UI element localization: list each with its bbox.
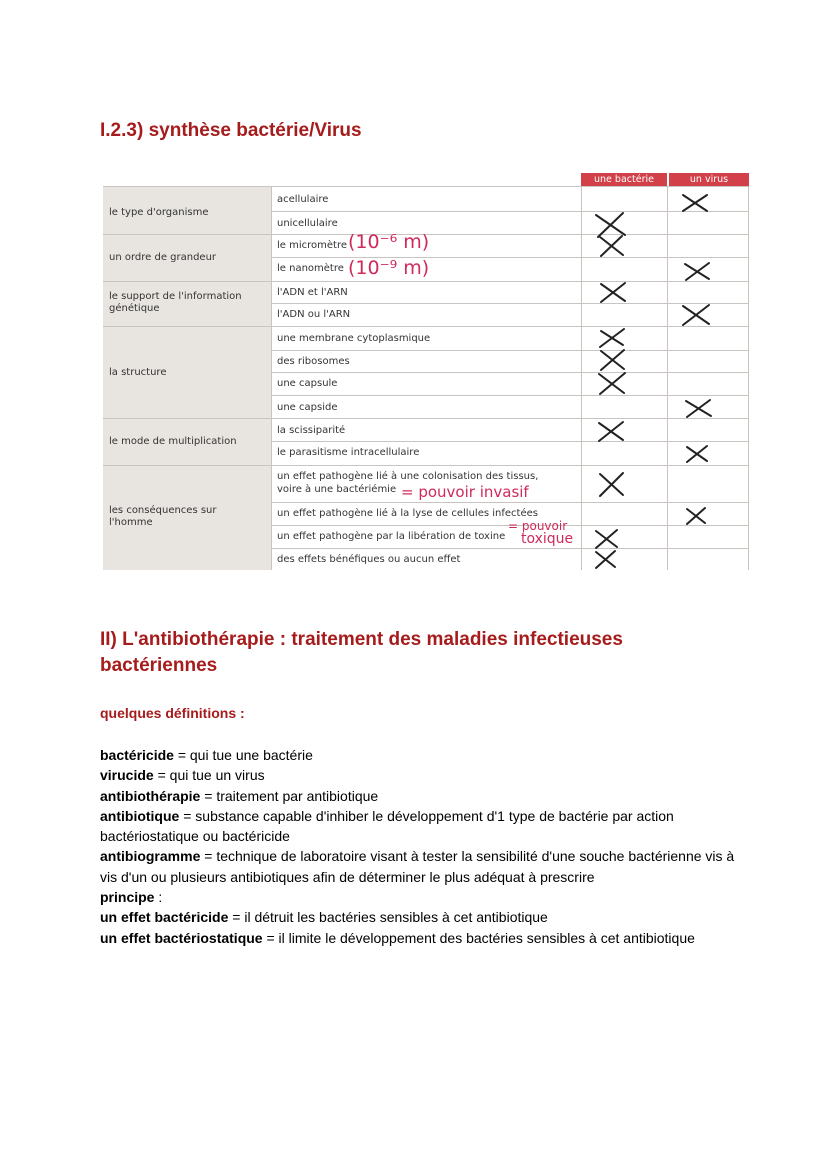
definition-term: un effet bactéricide xyxy=(100,909,229,926)
category-size: un ordre de grandeur xyxy=(109,252,217,263)
row-benefiques: des effets bénéfiques ou aucun effet xyxy=(277,554,461,565)
row-capsule: une capsule xyxy=(277,378,338,389)
category-type: le type d'organisme xyxy=(109,207,209,218)
x-mark-icon xyxy=(596,213,625,237)
definition-item xyxy=(100,745,740,765)
x-mark-icon xyxy=(683,305,709,325)
definition-item xyxy=(100,907,740,927)
definition-text: = il détruit les bactéries sensibles à cet antibiotique xyxy=(228,909,548,926)
category-structure: la structure xyxy=(109,367,167,378)
section-title-antibiotherapie: II) L'antibiothérapie : traitement des maladies infectieuses bactériennes xyxy=(100,629,623,676)
row-ribosomes: des ribosomes xyxy=(277,356,350,367)
definition-text: : xyxy=(154,889,163,906)
definition-text: = traitement par antibiotique xyxy=(200,787,379,804)
row-bacteriemie: voire à une bactériémie xyxy=(277,484,397,495)
x-mark-icon xyxy=(600,329,624,347)
definition-text: = qui tue un virus xyxy=(153,767,265,784)
row-capside: une capside xyxy=(277,402,338,413)
definition-term: principe xyxy=(100,889,155,906)
row-adn-ou-arn: l'ADN ou l'ARN xyxy=(277,309,351,320)
x-mark-icon xyxy=(687,508,705,524)
row-adn-et-arn: l'ADN et l'ARN xyxy=(277,287,348,298)
handwritten-toxique-2: toxique xyxy=(521,531,574,547)
definition-term: antibiotique xyxy=(100,807,180,824)
section-title-synthese: I.2.3) synthèse bactérie/Virus xyxy=(100,120,362,141)
row-nanometre: le nanomètre xyxy=(277,263,344,274)
definition-text: = qui tue une bactérie xyxy=(173,747,313,763)
definitions-list xyxy=(100,745,740,948)
x-mark-icon xyxy=(599,373,625,394)
x-mark-icon xyxy=(601,283,625,302)
row-unicellulaire: unicellulaire xyxy=(277,218,338,229)
x-mark-icon xyxy=(596,530,617,548)
row-micrometre: le micromètre xyxy=(277,240,347,251)
handwritten-invasif: = pouvoir invasif xyxy=(401,483,529,501)
definition-text: = substance capable d'inhiber le développement d'1 type de bactérie par action bactériostatique ou bactéricide xyxy=(100,807,674,845)
handwritten-micro: (10⁻⁶ m) xyxy=(348,231,430,253)
handwritten-toxique-1: = pouvoir xyxy=(508,519,568,533)
x-mark-icon xyxy=(600,473,623,496)
x-mark-icon xyxy=(687,446,707,462)
row-lyse: un effet pathogène lié à la lyse de cellules infectées xyxy=(277,508,538,519)
definition-item xyxy=(100,765,740,785)
definition-term: virucide xyxy=(100,767,154,784)
definition-item xyxy=(100,806,740,847)
definition-term: bactéricide xyxy=(100,747,174,763)
x-mark-icon xyxy=(596,551,615,568)
x-mark-icon xyxy=(599,422,623,441)
row-scissiparite: la scissiparité xyxy=(277,425,346,436)
definition-item xyxy=(100,786,740,806)
definition-text: = il limite le développement des bactéries sensibles à cet antibiotique xyxy=(262,929,695,946)
definition-term: un effet bactériostatique xyxy=(100,929,263,946)
definitions-heading: quelques définitions : xyxy=(100,705,245,721)
row-colonisation: un effet pathogène lié à une colonisation des tissus, xyxy=(277,471,539,482)
synthesis-table xyxy=(103,173,749,570)
definition-term: antibiogramme xyxy=(100,848,201,865)
category-multiplication: le mode de multiplication xyxy=(109,436,237,447)
x-mark-icon xyxy=(600,236,623,256)
definition-item xyxy=(100,846,740,887)
category-consequences: les conséquences sur l'homme xyxy=(109,505,217,528)
header-bacteria: une bactérie xyxy=(581,173,667,187)
handwritten-nano: (10⁻⁹ m) xyxy=(348,257,430,279)
header-virus: un virus xyxy=(669,173,749,187)
definition-item xyxy=(100,887,740,907)
x-mark-icon xyxy=(683,195,707,211)
check-marks xyxy=(103,173,749,570)
definition-text: = technique de laboratoire visant à tester la sensibilité d'une souche bactérienne vis à vis d'un ou plusieurs antibiotiques afin de déterminer le plus adéquat à prescrire xyxy=(100,848,735,885)
row-acellulaire: acellulaire xyxy=(277,194,329,205)
definition-term: antibiothérapie xyxy=(100,787,201,804)
definition-item xyxy=(100,928,740,948)
row-toxine: un effet pathogène par la libération de toxine xyxy=(277,531,506,542)
x-mark-icon xyxy=(686,400,711,417)
x-mark-icon xyxy=(601,350,624,370)
row-membrane: une membrane cytoplasmique xyxy=(277,333,431,344)
x-mark-icon xyxy=(685,263,709,280)
row-parasitisme: le parasitisme intracellulaire xyxy=(277,447,420,458)
category-genetic: le support de l'information génétique xyxy=(109,291,242,314)
